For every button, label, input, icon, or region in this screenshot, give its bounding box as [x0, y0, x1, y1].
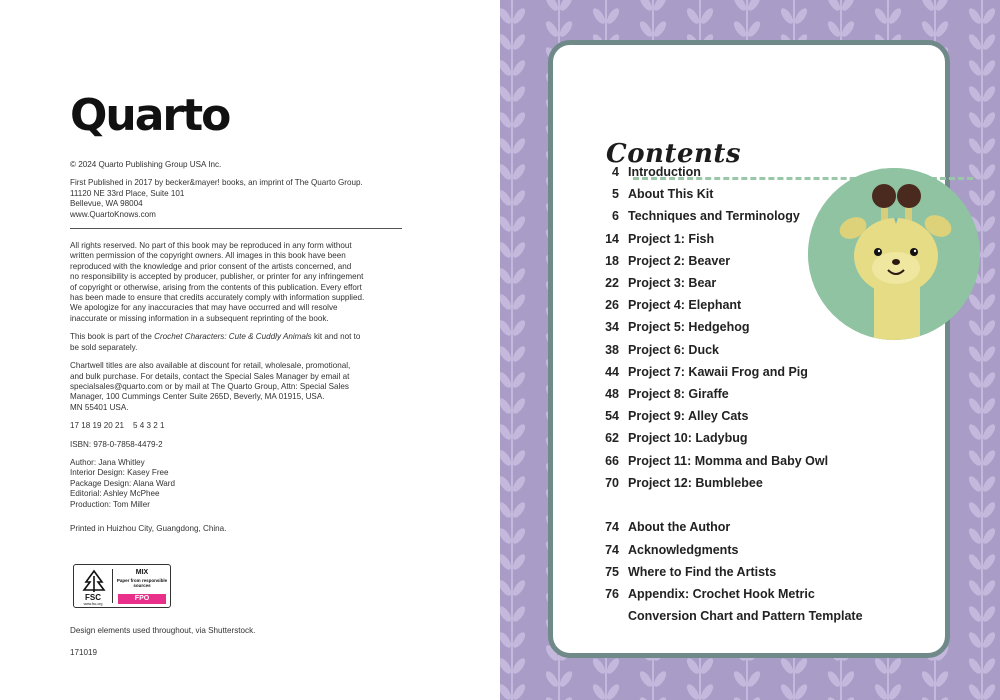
sales-line: and bulk purchase. For details, contact the Special Sales Manager by email at [70, 371, 350, 381]
vine-leaf [981, 214, 998, 233]
vine-leaf [511, 396, 528, 415]
vine-leaf [920, 669, 937, 688]
vine-leaf [826, 669, 843, 688]
vine-leaf [544, 695, 561, 700]
vine-leaf [981, 240, 998, 259]
vine-leaf [652, 669, 669, 688]
vine-leaf [967, 110, 984, 129]
copyright-line: © 2024 Quarto Publishing Group USA Inc. [70, 160, 222, 169]
toc-page-number: 18 [605, 253, 619, 268]
vine-leaf [511, 344, 528, 363]
vine-leaf [981, 500, 998, 519]
vine-leaf [699, 682, 716, 700]
vine-leaf [605, 6, 622, 25]
vine-leaf [544, 669, 561, 688]
vine-leaf [967, 656, 984, 675]
toc-page-number: 74 [605, 542, 619, 557]
vine-leaf [511, 188, 528, 207]
toc-entry-title: Project 11: Momma and Baby Owl [628, 453, 829, 468]
toc-entry-title: Project 3: Bear [628, 276, 717, 290]
toc-entry [581, 454, 891, 474]
fsc-badge [73, 564, 171, 608]
vine-leaf [840, 19, 857, 38]
vine-leaf [887, 682, 904, 700]
vine-leaf [981, 266, 998, 285]
vine-leaf [511, 136, 528, 155]
toc-entry [581, 587, 891, 607]
address-line: 11120 NE 33rd Place, Suite 101 [70, 188, 185, 198]
vine-leaf [981, 292, 998, 311]
vine-leaf [793, 6, 810, 25]
vine-leaf [591, 682, 608, 700]
vine-leaf [511, 656, 528, 675]
toc-entry-title: About This Kit [628, 187, 714, 202]
vine-leaf [981, 422, 998, 441]
vine-leaf [511, 214, 528, 233]
toc-page-number: 5 [612, 187, 619, 202]
vine-leaf [511, 578, 528, 597]
vine-leaf [981, 474, 998, 493]
toc-page-number: 34 [605, 320, 619, 335]
vine-leaf [511, 604, 528, 623]
toc-page-number: 70 [605, 475, 619, 490]
fsc-divider [112, 569, 113, 603]
sales-line: MN 55401 USA. [70, 402, 129, 412]
vine-leaf [981, 32, 998, 51]
vine-leaf [699, 6, 716, 25]
vine-leaf [981, 656, 998, 675]
vine-leaf [746, 695, 763, 700]
vine-leaf [873, 6, 890, 25]
vine-leaf [511, 84, 528, 103]
toc-entry-title: Project 12: Bumblebee [628, 475, 763, 490]
vine-leaf [511, 500, 528, 519]
vine-leaf [511, 110, 528, 129]
vine-leaf [981, 448, 998, 467]
vine-leaf [981, 552, 998, 571]
vine-leaf [981, 682, 998, 700]
vine-leaf [873, 656, 890, 675]
city-line: Bellevue, WA 98004 [70, 199, 143, 209]
vine-leaf [511, 318, 528, 337]
vine-leaf [981, 318, 998, 337]
website-line: www.QuartoKnows.com [70, 209, 156, 219]
toc-entry-title: Introduction [628, 165, 701, 179]
vine-leaf [981, 526, 998, 545]
rights-line: inaccurate or missing information in a subsequent reprinting of the book. [70, 313, 329, 323]
toc-entry [581, 609, 891, 629]
credit-editorial: Editorial: Ashley McPhee [70, 489, 160, 499]
rights-paragraph [70, 241, 432, 324]
vine-leaf [652, 0, 669, 13]
toc-entry-title: About the Author [628, 520, 731, 535]
vine-leaf [934, 695, 951, 700]
vine-leaf [793, 682, 810, 700]
vine-leaf [967, 188, 984, 207]
vine-leaf [746, 19, 763, 38]
vine-leaf [981, 6, 998, 25]
vine-leaf [685, 682, 702, 700]
toc-entry-title: Techniques and Terminology [628, 209, 800, 224]
toc-entry-title: Where to Find the Artists [628, 564, 777, 579]
toc-entry [581, 431, 891, 451]
vine-leaf [511, 240, 528, 259]
contents-card [548, 40, 950, 658]
rights-line: has been made to ensure that credits accurately comply with information supplied. [70, 293, 365, 303]
fsc-logo-sub: www.fsc.org [83, 602, 103, 606]
vine-leaf [558, 669, 575, 688]
crochet-giraffe-image [808, 168, 980, 340]
printed-in: Printed in Huizhou City, Guangdong, China. [70, 523, 227, 533]
vine-leaf [981, 370, 998, 389]
vine-leaf [685, 6, 702, 25]
rights-line: All rights reserved. No part of this book may be reproduced in any form without [70, 241, 352, 251]
toc-page-number: 66 [605, 453, 619, 468]
vine-leaf [732, 669, 749, 688]
divider-rule [70, 228, 402, 229]
rights-line: of copyright or otherwise, arising from the contents of this publication. Every effort [70, 282, 362, 292]
credit-package-design: Package Design: Alana Ward [70, 478, 175, 488]
vine-leaf [920, 19, 937, 38]
vine-leaf [511, 292, 528, 311]
fsc-logo-text: FSC [85, 593, 101, 602]
copyright-text-block [70, 160, 432, 542]
kit-paragraph [70, 332, 432, 353]
toc-entry-title: Appendix: Crochet Hook Metric [628, 587, 815, 601]
vine-leaf [511, 552, 528, 571]
vine-leaf [967, 422, 984, 441]
vine-leaf [511, 6, 528, 25]
print-run: 17 18 19 20 21 5 4 3 2 1 [70, 421, 165, 431]
vine-leaf [981, 162, 998, 181]
vine-leaf [967, 370, 984, 389]
quarto-logo: Quarto [70, 90, 230, 141]
vine-leaf [511, 630, 528, 649]
publisher-info [70, 178, 432, 220]
vine-leaf [981, 604, 998, 623]
toc-page-number: 14 [605, 231, 619, 246]
credit-interior-design: Interior Design: Kasey Free [70, 468, 169, 478]
vine-leaf [779, 656, 796, 675]
vine-leaf [511, 448, 528, 467]
giraffe-photo [808, 168, 980, 340]
vine-leaf [981, 84, 998, 103]
design-credit-note: Design elements used throughout, via Shutterstock. [70, 626, 256, 635]
rights-line: no responsibility is accepted by producer, publisher, or printer for any infringement [70, 272, 364, 282]
toc-entry-title: Conversion Chart and Pattern Template [628, 609, 863, 624]
vine-leaf [967, 32, 984, 51]
vine-leaf [732, 695, 749, 700]
vine-leaf [981, 188, 998, 207]
toc-page-number: 75 [605, 564, 619, 579]
toc-page-number: 4 [612, 165, 619, 179]
sales-paragraph [70, 361, 432, 413]
toc-page-number: 76 [605, 587, 619, 601]
sales-line: Manager, 100 Cummings Center Suite 265D, Beverly, MA 01915, USA. [70, 392, 325, 402]
toc-entry-title: Acknowledgments [628, 542, 739, 557]
vine-leaf [840, 0, 857, 13]
vine-leaf [605, 656, 622, 675]
vine-leaf [544, 0, 561, 13]
rights-line: We apologize for any inaccuracies that may have occurred and will resolve [70, 303, 338, 313]
vine-leaf [591, 656, 608, 675]
sales-line: specialsales@quarto.com or by mail at The Quarto Group, Attn: Special Sales [70, 381, 349, 391]
toc-page-number: 74 [605, 520, 619, 535]
toc-entry [581, 476, 891, 496]
toc-entry-title: Project 4: Elephant [628, 298, 742, 313]
vine-leaf [967, 474, 984, 493]
vine-leaf [967, 526, 984, 545]
vine-leaf [638, 0, 655, 13]
toc-page-number: 6 [612, 209, 619, 224]
credit-production: Production: Tom Miller [70, 499, 150, 509]
toc-entry [581, 543, 891, 563]
toc-entry-title: Project 10: Ladybug [628, 431, 748, 446]
toc-entry [581, 343, 891, 363]
vine-leaf [511, 32, 528, 51]
kit-suffix: kit and not to [313, 332, 361, 342]
rights-line: reproduced with the knowledge and prior consent of the artists concerned, and [70, 261, 352, 271]
vine-leaf [779, 6, 796, 25]
print-code: 171019 [70, 648, 98, 657]
vine-leaf [652, 695, 669, 700]
toc-entry [581, 365, 891, 385]
vine-leaf [652, 19, 669, 38]
toc-entry-title: Project 6: Duck [628, 342, 720, 357]
vine-leaf [793, 656, 810, 675]
vine-leaf [873, 682, 890, 700]
vine-leaf [732, 19, 749, 38]
toc-page-number: 26 [605, 298, 619, 313]
vine-leaf [558, 695, 575, 700]
vine-leaf [511, 58, 528, 77]
vine-leaf [967, 318, 984, 337]
vine-leaf [981, 58, 998, 77]
vine-leaf [920, 695, 937, 700]
toc-entry-title: Project 2: Beaver [628, 253, 731, 268]
vine-leaf [967, 552, 984, 571]
vine-leaf [934, 0, 951, 13]
vine-leaf [981, 630, 998, 649]
toc-entry-title: Project 9: Alley Cats [628, 409, 749, 424]
vine-leaf [638, 19, 655, 38]
toc-entry-title: Project 8: Giraffe [628, 387, 729, 401]
contents-title: Contents [606, 139, 742, 169]
vine-leaf [511, 474, 528, 493]
vine-leaf [732, 0, 749, 13]
sales-line: Chartwell titles are also available at discount for retail, wholesale, promotional, [70, 361, 351, 371]
vine-leaf [967, 682, 984, 700]
kit-line-2: be sold separately. [70, 342, 138, 352]
contents-page [500, 0, 1000, 700]
vine-leaf [826, 695, 843, 700]
toc-page-number: 54 [605, 409, 619, 424]
toc-entry-title: Project 5: Hedgehog [628, 320, 750, 335]
vine-leaf [981, 110, 998, 129]
vine-leaf [511, 526, 528, 545]
vine-leaf [558, 19, 575, 38]
kit-title: Crochet Characters: Cute & Cuddly Animals [154, 332, 312, 342]
vine-leaf [605, 682, 622, 700]
toc-page-number: 62 [605, 431, 619, 446]
vine-leaf [981, 136, 998, 155]
toc-entry [581, 565, 891, 585]
fsc-mix-label: MIX [135, 569, 149, 576]
vine-leaf [934, 669, 951, 688]
vine-leaf [511, 266, 528, 285]
vine-leaf [840, 669, 857, 688]
toc-entry [581, 387, 891, 407]
toc-entry [581, 520, 891, 540]
vine-leaf [685, 656, 702, 675]
vine-leaf [746, 669, 763, 688]
credit-author: Author: Jana Whitley [70, 457, 145, 467]
vine-leaf [887, 6, 904, 25]
fsc-fpo-label: FPO [118, 594, 166, 604]
vine-leaf [981, 344, 998, 363]
toc-entry [581, 409, 891, 429]
vine-leaf [887, 656, 904, 675]
vine-leaf [511, 370, 528, 389]
vine-leaf [544, 19, 561, 38]
toc-page-number: 48 [605, 387, 619, 401]
vine-leaf [558, 0, 575, 13]
vine-leaf [967, 500, 984, 519]
vine-leaf [981, 578, 998, 597]
toc-page-number: 44 [605, 364, 619, 379]
vine-leaf [967, 578, 984, 597]
fsc-mix-sub: Paper from responsible sources [116, 578, 168, 588]
toc-entry-title: Project 7: Kawaii Frog and Pig [628, 364, 808, 379]
vine-leaf [967, 6, 984, 25]
vine-leaf [934, 19, 951, 38]
vine-leaf [826, 19, 843, 38]
vine-leaf [967, 136, 984, 155]
kit-prefix: This book is part of the [70, 332, 152, 342]
vine-leaf [638, 669, 655, 688]
credits [70, 458, 432, 510]
isbn: ISBN: 978-0-7858-4479-2 [70, 439, 163, 449]
rights-line: written permission of the copyright owners. All images in this book have been [70, 251, 346, 261]
vine-leaf [981, 396, 998, 415]
toc-entry-title: Project 1: Fish [628, 231, 715, 246]
vine-leaf [746, 0, 763, 13]
vine-leaf [511, 422, 528, 441]
toc-page-number: 38 [605, 342, 619, 357]
vine-leaf [779, 682, 796, 700]
vine-leaf [920, 0, 937, 13]
vine-leaf [840, 695, 857, 700]
vine-leaf [638, 695, 655, 700]
vine-leaf [826, 0, 843, 13]
vine-leaf [511, 162, 528, 181]
vine-leaf [967, 396, 984, 415]
vine-leaf [967, 84, 984, 103]
vine-leaf [591, 6, 608, 25]
vine-leaf [967, 448, 984, 467]
toc-page-number: 22 [605, 276, 619, 290]
vine-leaf [511, 682, 528, 700]
vine-leaf [967, 344, 984, 363]
vine-leaf [967, 630, 984, 649]
vine-leaf [967, 58, 984, 77]
vine-leaf [699, 656, 716, 675]
publisher-line: First Published in 2017 by becker&mayer! books, an imprint of The Quarto Group. [70, 178, 363, 188]
vine-leaf [967, 604, 984, 623]
